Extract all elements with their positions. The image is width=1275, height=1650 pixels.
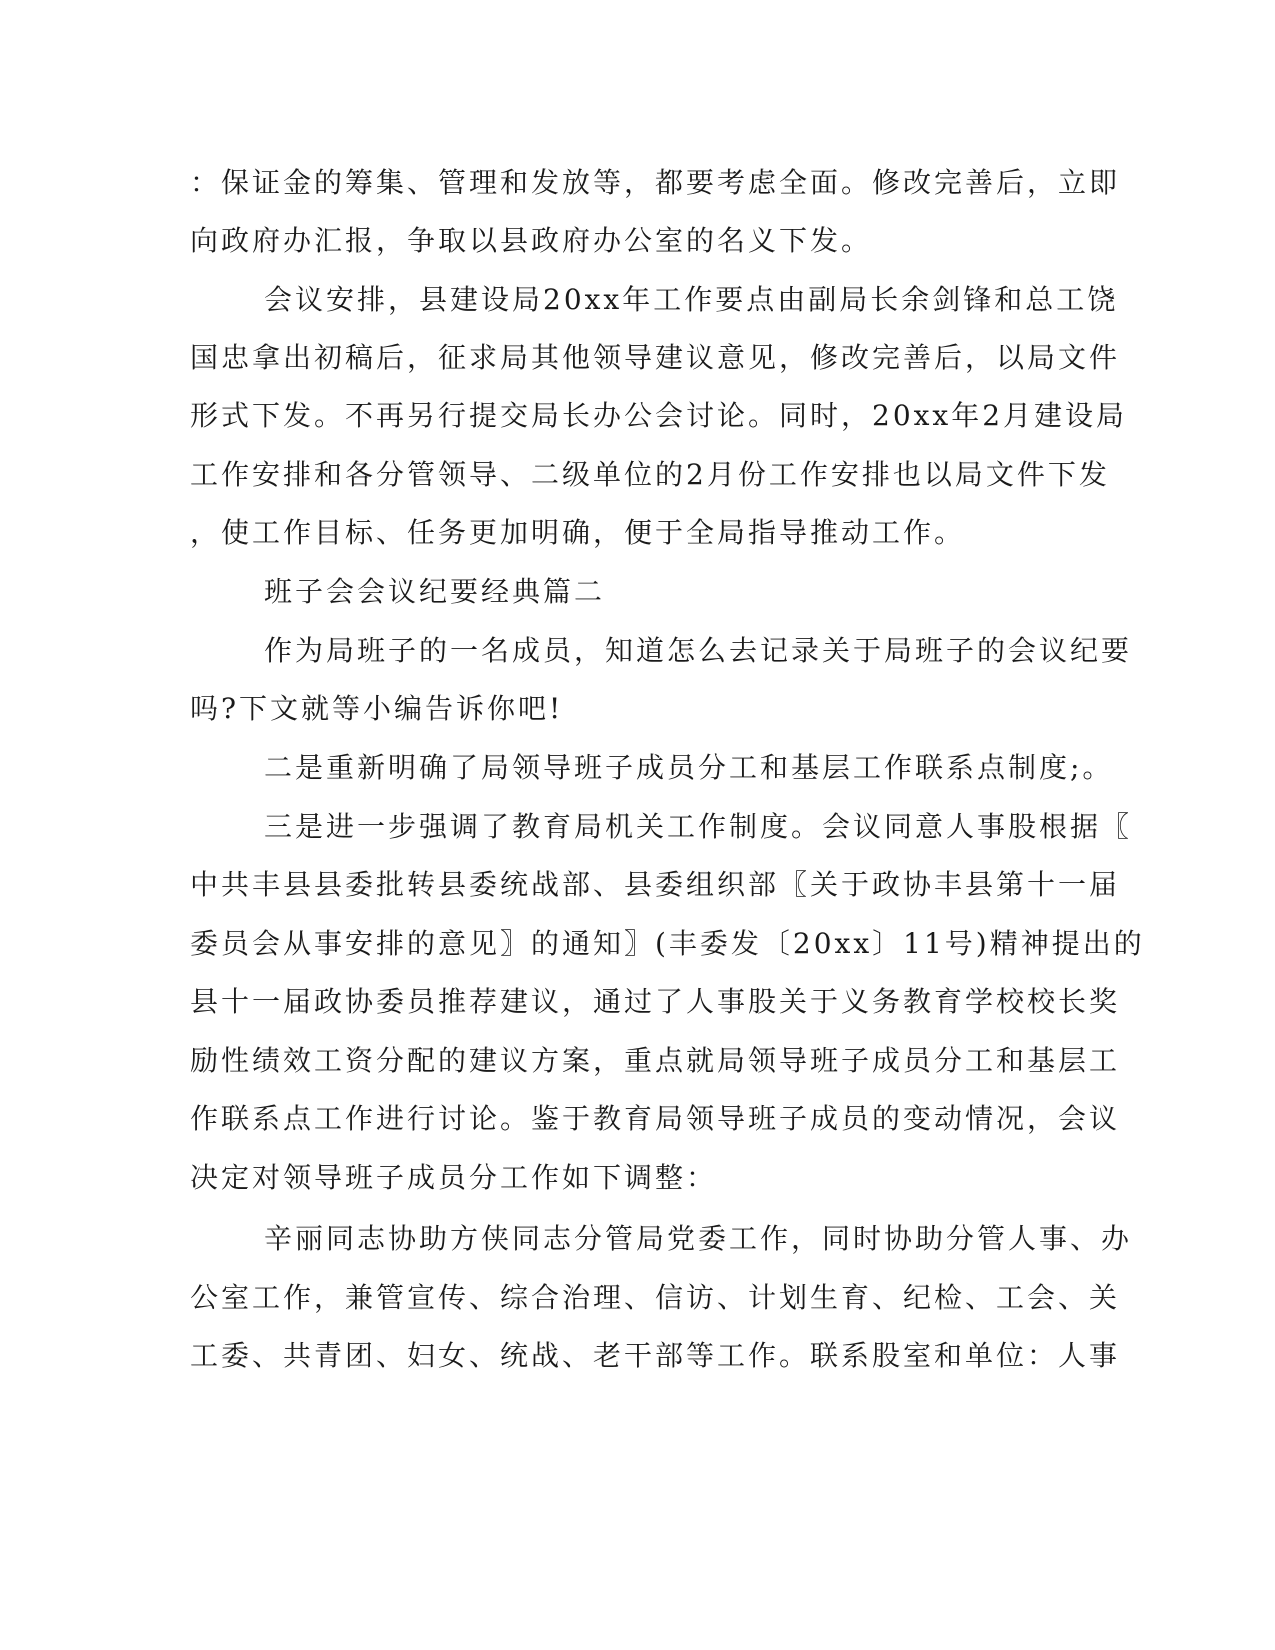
paragraph-line: ，使工作目标、任务更加明确，便于全局指导推动工作。 [190, 516, 966, 549]
paragraph-line: 向政府办汇报，争取以县政府办公室的名义下发。 [190, 224, 873, 257]
paragraph-line: 形式下发。不再另行提交局长办公会讨论。同时，20xx年2月建设局 [190, 399, 1128, 432]
paragraph-line: 励性绩效工资分配的建议方案，重点就局领导班子成员分工和基层工 [190, 1044, 1121, 1077]
paragraph-line: 委员会从事安排的意见〗的通知〗(丰委发〔20xx〕11号)精神提出的 [190, 927, 1145, 960]
paragraph-line: ：保证金的筹集、管理和发放等，都要考虑全面。修改完善后，立即 [190, 166, 1121, 199]
paragraph-line: 工作安排和各分管领导、二级单位的2月份工作安排也以局文件下发 [190, 458, 1110, 491]
paragraph-line: 二是重新明确了局领导班子成员分工和基层工作联系点制度;。 [264, 751, 1114, 784]
paragraph-line: 决定对领导班子成员分工作如下调整： [190, 1161, 718, 1194]
paragraph-line: 公室工作，兼管宣传、综合治理、信访、计划生育、纪检、工会、关 [190, 1281, 1121, 1314]
paragraph-line: 中共丰县县委批转县委统战部、县委组织部〖关于政协丰县第十一届 [190, 868, 1121, 901]
paragraph-line: 作联系点工作进行讨论。鉴于教育局领导班子成员的变动情况，会议 [190, 1102, 1121, 1135]
paragraph-line: 三是进一步强调了教育局机关工作制度。会议同意人事股根据〖 [264, 810, 1133, 843]
paragraph-line: 辛丽同志协助方侠同志分管局党委工作，同时协助分管人事、办 [264, 1222, 1133, 1255]
paragraph-line: 作为局班子的一名成员，知道怎么去记录关于局班子的会议纪要 [264, 634, 1133, 667]
paragraph-line: 吗?下文就等小编告诉你吧! [190, 692, 564, 725]
paragraph-line: 国忠拿出初稿后，征求局其他领导建议意见，修改完善后，以局文件 [190, 341, 1121, 374]
paragraph-line: 会议安排，县建设局20xx年工作要点由副局长余剑锋和总工饶 [264, 283, 1119, 316]
paragraph-line: 工委、共青团、妇女、统战、老干部等工作。联系股室和单位：人事 [190, 1339, 1121, 1372]
section-heading: 班子会会议纪要经典篇二 [264, 575, 606, 608]
paragraph-line: 县十一届政协委员推荐建议，通过了人事股关于义务教育学校校长奖 [190, 985, 1121, 1018]
